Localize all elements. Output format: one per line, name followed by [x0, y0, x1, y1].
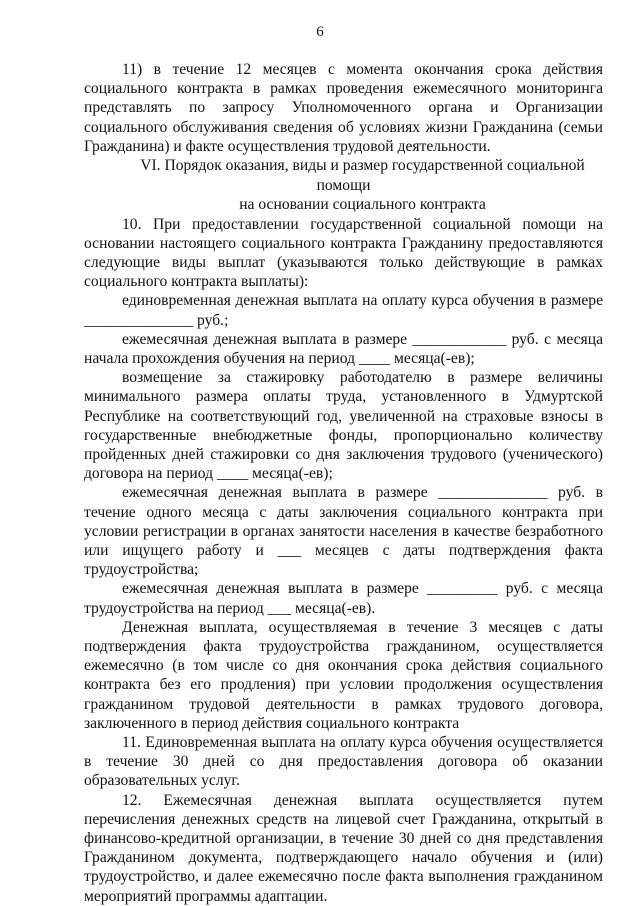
monthly-unemployed-payment: ежемесячная денежная выплата в размере ______________ руб. в течение одного месяца с даты заключения социального контракта при условии регистрации в органах занятости населения в качестве безработного или ищущего работу и ___ месяцев с даты подтверждения факта трудоустройства;	[84, 484, 603, 579]
paragraph-12: 12. Ежемесячная денежная выплата осуществляется путем перечисления денежных средств на лицевой счет Гражданина, открытый в финансово-кредитной организации, в течение 30 дней со дня представления Гражданином документа, подтверждающего начало обучения и (или) трудоустройство, и далее ежемесячно после факта выполнения гражданином мероприятий программы адаптации.	[84, 791, 603, 905]
monitoring-obligation-paragraph: 11) в течение 12 месяцев с момента окончания срока действия социального контракта в рамках проведения ежемесячного мониторинга представлять по запросу Уполномоченного органа и Организации социального обслуживания сведения об условиях жизни Гражданина (семьи Гражданина) и факте осуществления трудовой деятельности.	[84, 61, 603, 155]
document-body	[84, 60, 603, 906]
page-number: 6	[316, 24, 324, 40]
monthly-study-payment: ежемесячная денежная выплата в размере ____________ руб. с месяца начала прохождения обучения на период ____ месяца(-ев);	[84, 330, 603, 367]
lump-sum-course-payment: единовременная денежная выплата на оплату курса обучения в размере ______________ руб.;	[84, 292, 603, 329]
paragraph-10: 10. При предоставлении государственной социальной помощи на основании настоящего социального контракта Гражданину предоставляются следующие виды выплат (указываются только действующие в рамках социального контракта выплаты):	[84, 215, 603, 291]
three-month-payment-paragraph: Денежная выплата, осуществляемая в течение 3 месяцев с даты подтверждения факта трудоустройства гражданином, осуществляется ежемесячно (в том числе со дня окончания срока действия социального контракта без его продления) при условии продолжения осуществления гражданином трудовой деятельности в рамках трудового договора, заключенного в период действия социального контракта	[84, 618, 603, 732]
section-title	[84, 156, 603, 215]
section-title-line-2: на основании социального контракта	[239, 196, 486, 214]
monthly-employment-payment: ежемесячная денежная выплата в размере _________ руб. с месяца трудоустройства на период ___ месяца(-ев).	[84, 580, 603, 617]
internship-reimbursement: возмещение за стажировку работодателю в размере величины минимального размера оплаты труда, установленного в Удмуртской Республике на соответствующий год, увеличенной на страховые взносы в государственные внебюджетные фонды, пропорционально количеству пройденных дней стажировки со дня заключения трудового (ученического) договора на период ____ месяца(-ев);	[84, 369, 603, 483]
paragraph-11: 11. Единовременная выплата на оплату курса обучения осуществляется в течение 30 дней со дня предоставления договора об оказании образовательных услуг.	[84, 734, 603, 790]
section-title-line-1: VI. Порядок оказания, виды и размер государственной социальной помощи	[140, 157, 585, 194]
